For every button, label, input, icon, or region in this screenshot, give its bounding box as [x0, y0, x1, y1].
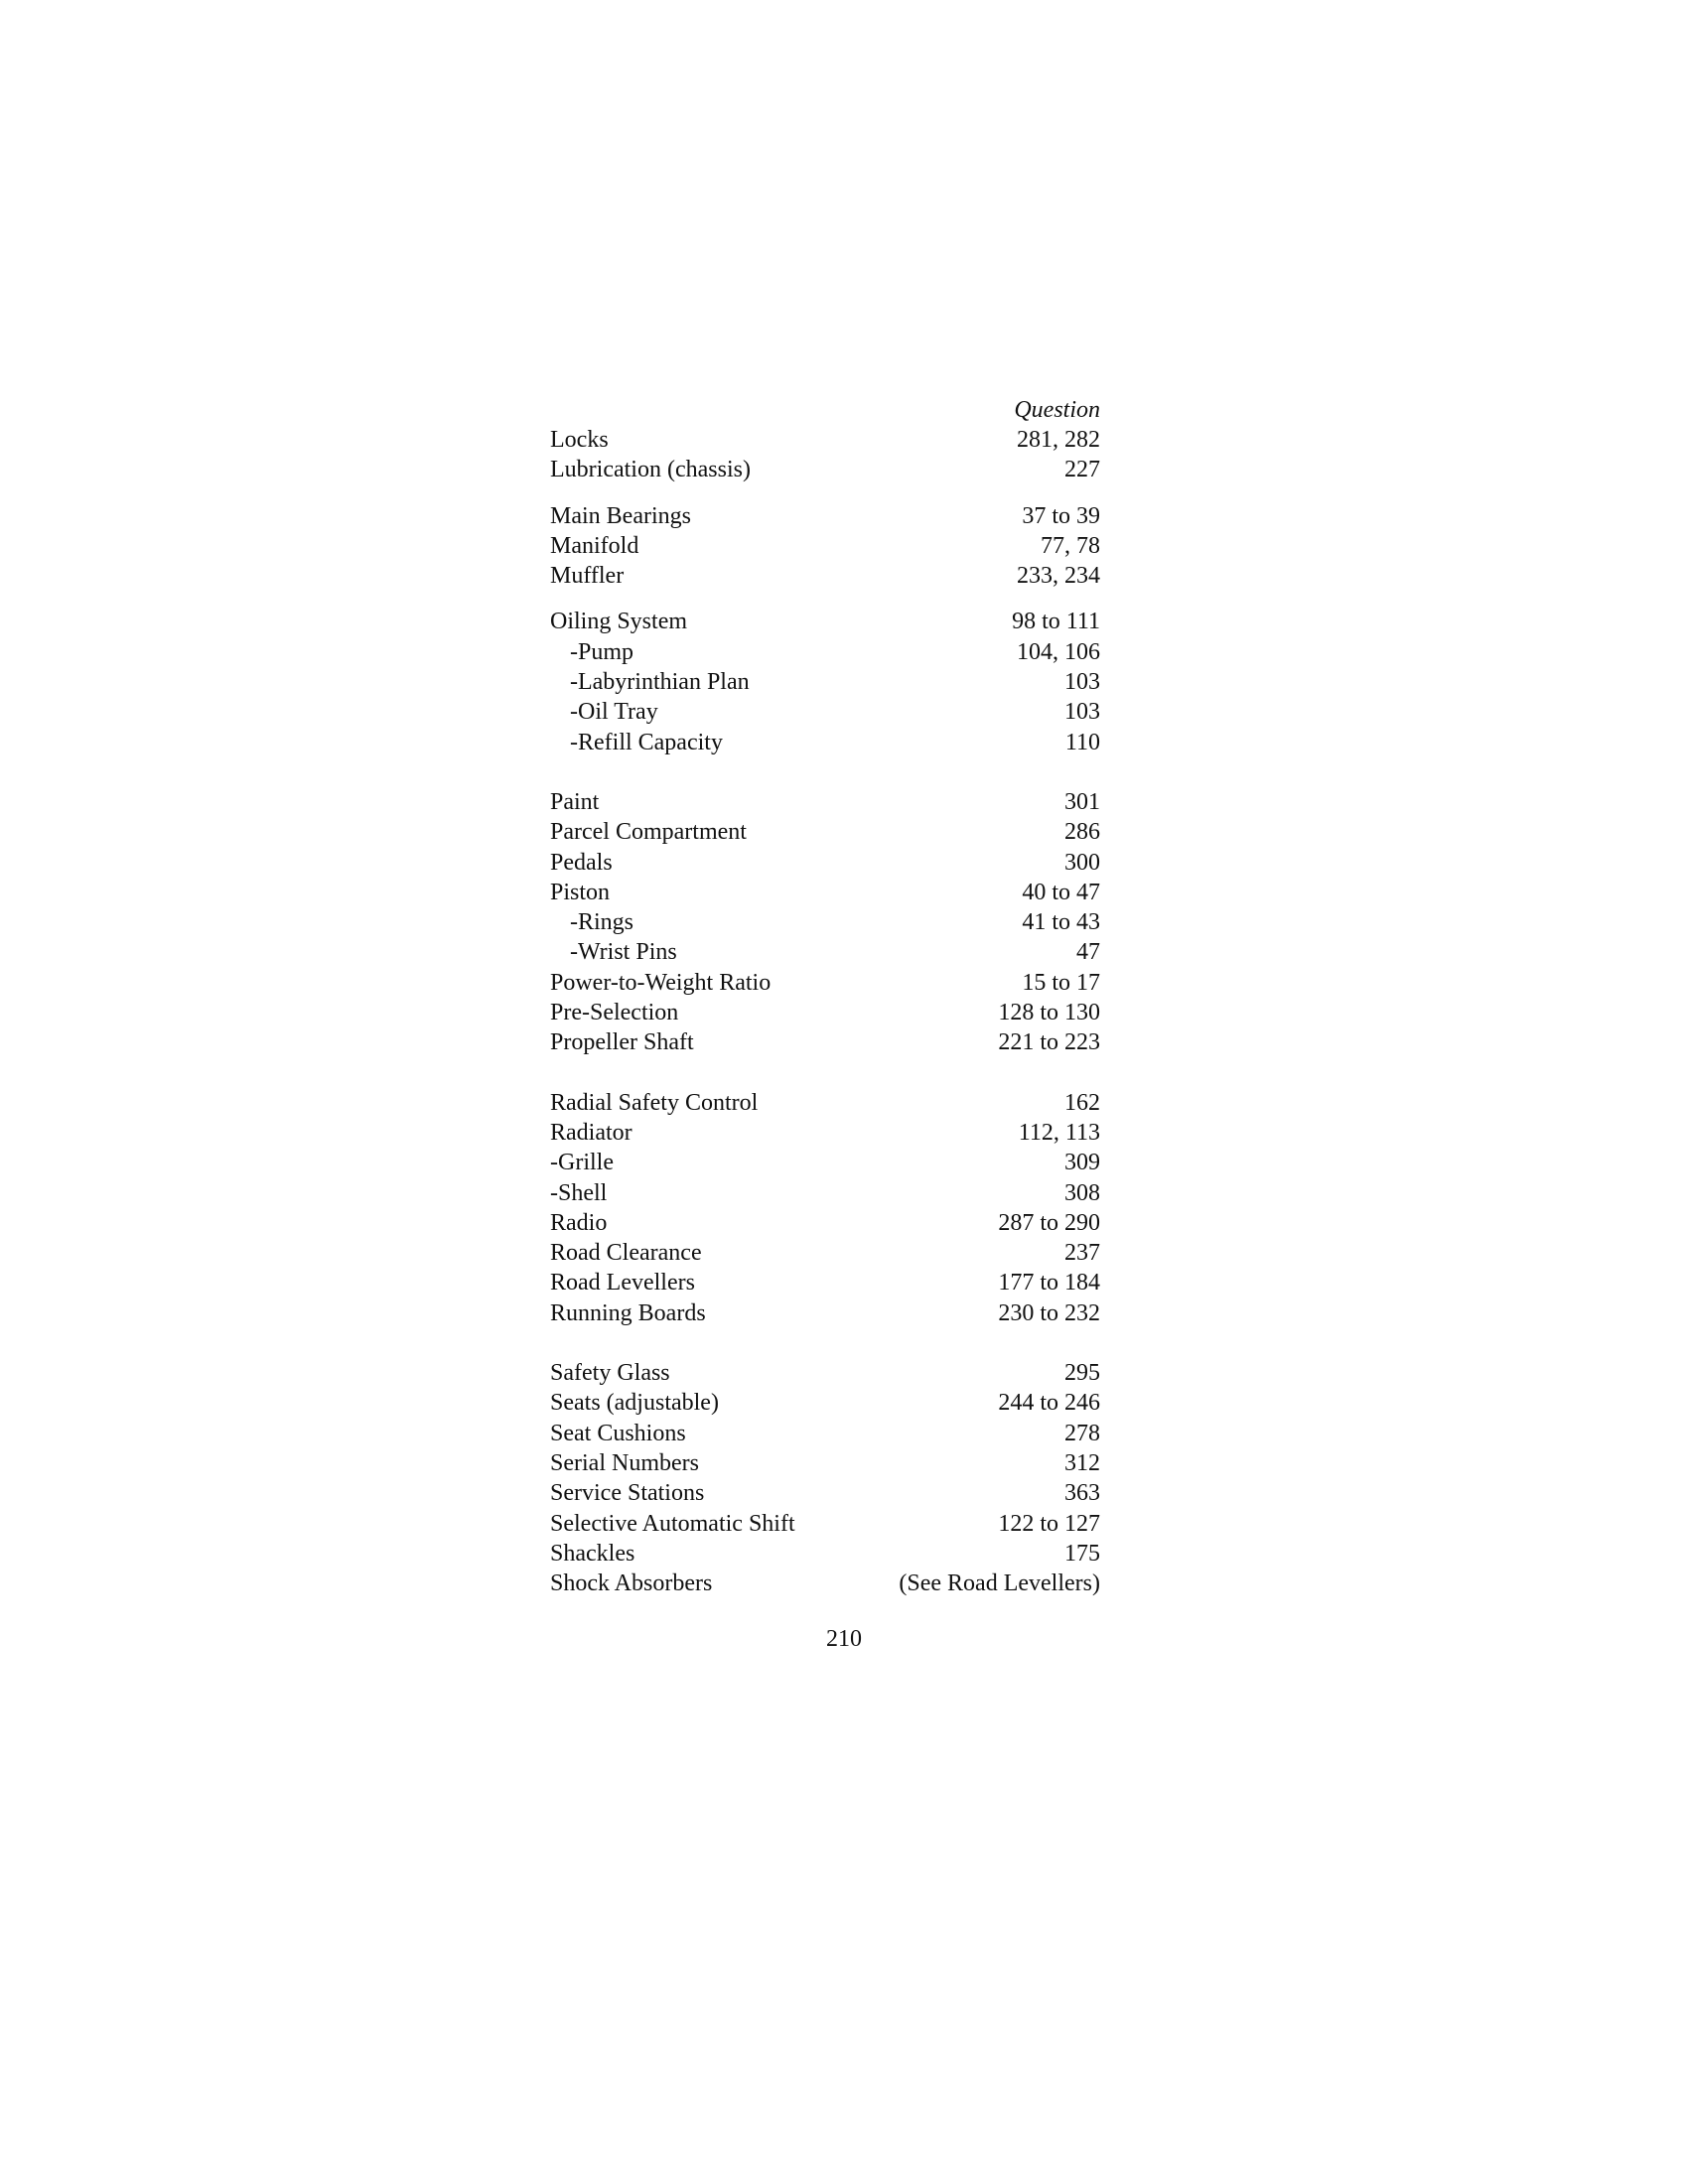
entry-term: Radio: [550, 1209, 608, 1236]
entry-term: -Grille: [550, 1150, 614, 1176]
index-entry: [550, 1178, 1100, 1208]
index-entry: [550, 1509, 1100, 1539]
index-entry: [550, 1238, 1100, 1268]
entry-reference: 308: [1064, 1179, 1100, 1206]
entry-term: Seats (adjustable): [550, 1390, 719, 1417]
entry-reference: 103: [1064, 699, 1100, 726]
index-entry: [550, 561, 1100, 591]
entry-term: -Rings: [570, 909, 634, 936]
entry-reference: 103: [1064, 669, 1100, 696]
index-entry: [550, 787, 1100, 817]
index-entry: [550, 1298, 1100, 1328]
index-entry: [550, 1358, 1100, 1388]
entry-term: -Refill Capacity: [570, 729, 723, 755]
index-entry: [550, 1118, 1100, 1148]
entry-term: Muffler: [550, 563, 625, 590]
entry-term: Seat Cushions: [550, 1420, 686, 1446]
index-group: [550, 501, 1100, 592]
entry-reference: 98 to 111: [1012, 609, 1100, 635]
index-entry: [550, 501, 1100, 531]
entry-term: Power-to-Weight Ratio: [550, 969, 772, 996]
index-groups: [550, 425, 1100, 1598]
index-subentry: [550, 907, 1100, 937]
index-entry: [550, 1448, 1100, 1478]
index-entry: [550, 1027, 1100, 1057]
page-number: 210: [826, 1626, 862, 1652]
entry-reference: 233, 234: [1017, 563, 1100, 590]
entry-reference: 301: [1064, 788, 1100, 815]
index-entry: [550, 848, 1100, 878]
entry-reference: 15 to 17: [1022, 969, 1100, 996]
entry-term: Selective Automatic Shift: [550, 1510, 795, 1537]
entry-reference: 37 to 39: [1022, 502, 1100, 529]
entry-term: Manifold: [550, 532, 639, 559]
entry-reference: 177 to 184: [998, 1270, 1100, 1297]
index-entry: [550, 425, 1100, 455]
entry-term: Oiling System: [550, 609, 688, 635]
entry-term: Shock Absorbers: [550, 1570, 713, 1597]
entry-reference: 77, 78: [1041, 532, 1100, 559]
entry-term: Locks: [550, 427, 609, 453]
entry-term: Pre-Selection: [550, 1000, 679, 1026]
index-list: [550, 395, 1100, 1598]
entry-reference: 230 to 232: [998, 1299, 1100, 1326]
entry-term: -Pump: [570, 638, 634, 665]
entry-term: Pedals: [550, 849, 613, 876]
entry-reference: 244 to 246: [998, 1390, 1100, 1417]
entry-term: Shackles: [550, 1540, 635, 1567]
entry-term: Radiator: [550, 1119, 633, 1146]
entry-term: Radial Safety Control: [550, 1089, 759, 1116]
entry-reference: 175: [1064, 1540, 1100, 1567]
entry-term: Safety Glass: [550, 1360, 670, 1387]
index-entry: [550, 968, 1100, 998]
entry-reference: 227: [1064, 457, 1100, 483]
entry-term: Serial Numbers: [550, 1449, 699, 1476]
index-entry: [550, 1088, 1100, 1118]
entry-reference: 112, 113: [1018, 1119, 1100, 1146]
entry-reference: 287 to 290: [998, 1209, 1100, 1236]
entry-reference: 278: [1064, 1420, 1100, 1446]
index-group: [550, 787, 1100, 1058]
entry-term: Lubrication (chassis): [550, 457, 751, 483]
column-header: Question: [1014, 397, 1100, 423]
index-entry: [550, 1208, 1100, 1238]
index-subentry: [550, 728, 1100, 757]
index-entry: [550, 1148, 1100, 1177]
entry-reference: (See Road Levellers): [899, 1570, 1100, 1597]
index-entry: [550, 998, 1100, 1027]
index-entry: [550, 1388, 1100, 1418]
index-subentry: [550, 667, 1100, 697]
entry-reference: 281, 282: [1017, 427, 1100, 453]
index-entry: [550, 817, 1100, 847]
index-entry: [550, 1268, 1100, 1297]
entry-term: Service Stations: [550, 1480, 705, 1507]
entry-reference: 295: [1064, 1360, 1100, 1387]
entry-reference: 363: [1064, 1480, 1100, 1507]
entry-reference: 41 to 43: [1022, 909, 1100, 936]
entry-term: -Shell: [550, 1179, 608, 1206]
entry-term: Running Boards: [550, 1299, 706, 1326]
index-subentry: [550, 697, 1100, 727]
index-group: [550, 607, 1100, 756]
index-entry: [550, 607, 1100, 636]
index-entry: [550, 1569, 1100, 1598]
index-entry: [550, 531, 1100, 561]
entry-reference: 40 to 47: [1022, 879, 1100, 905]
index-group: [550, 425, 1100, 485]
index-subentry: [550, 637, 1100, 667]
entry-reference: 221 to 223: [998, 1029, 1100, 1056]
index-entry: [550, 455, 1100, 484]
index-group: [550, 1358, 1100, 1598]
entry-reference: 128 to 130: [998, 1000, 1100, 1026]
entry-term: -Oil Tray: [570, 699, 658, 726]
entry-reference: 110: [1064, 729, 1100, 755]
entry-term: Main Bearings: [550, 502, 691, 529]
entry-reference: 237: [1064, 1240, 1100, 1267]
index-entry: [550, 1419, 1100, 1448]
index-entry: [550, 1539, 1100, 1569]
index-group: [550, 1088, 1100, 1328]
index-subentry: [550, 937, 1100, 967]
entry-reference: 312: [1064, 1449, 1100, 1476]
entry-reference: 104, 106: [1017, 638, 1100, 665]
entry-reference: 309: [1064, 1150, 1100, 1176]
index-entry: [550, 1478, 1100, 1508]
entry-term: -Labyrinthian Plan: [570, 669, 750, 696]
entry-term: Paint: [550, 788, 600, 815]
entry-reference: 162: [1064, 1089, 1100, 1116]
entry-reference: 47: [1076, 939, 1100, 966]
entry-term: Road Levellers: [550, 1270, 695, 1297]
index-entry: [550, 878, 1100, 907]
entry-reference: 286: [1064, 819, 1100, 846]
entry-term: -Wrist Pins: [570, 939, 677, 966]
entry-reference: 122 to 127: [998, 1510, 1100, 1537]
entry-term: Road Clearance: [550, 1240, 702, 1267]
entry-term: Propeller Shaft: [550, 1029, 694, 1056]
entry-term: Parcel Compartment: [550, 819, 747, 846]
entry-term: Piston: [550, 879, 611, 905]
entry-reference: 300: [1064, 849, 1100, 876]
